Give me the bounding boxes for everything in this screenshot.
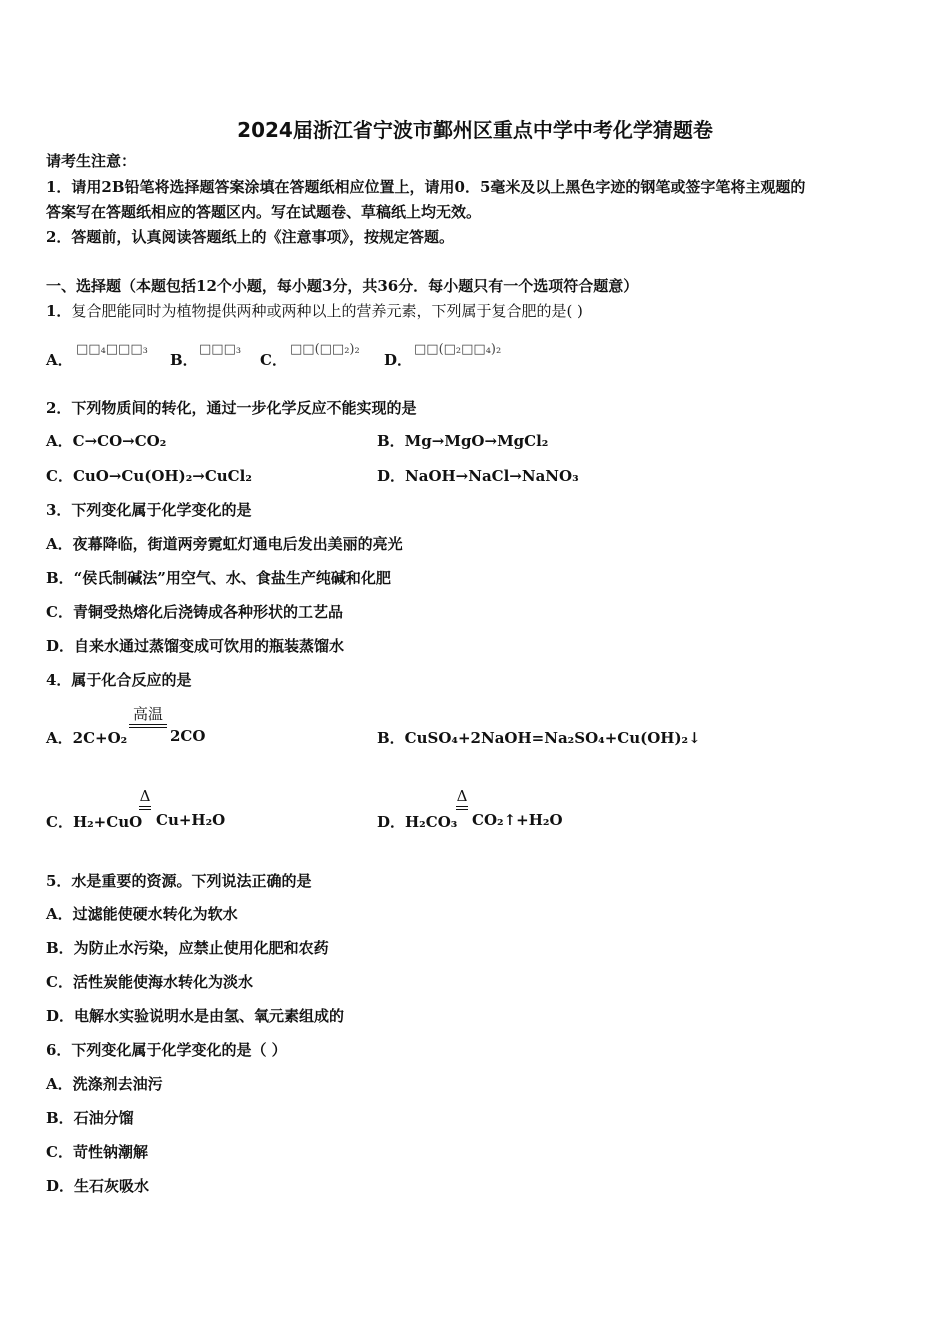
question-4-option-d-reactants: D．H₂CO₃ [377, 813, 458, 831]
question-5-option-a: A．过滤能使硬水转化为软水 [46, 905, 238, 923]
question-3-option-a: A．夜幕降临，街道两旁霓虹灯通电后发出美丽的亮光 [46, 535, 403, 553]
question-1-option-b-label: B． [170, 351, 198, 369]
question-4-option-c-reactants: C．H₂+CuO [46, 813, 143, 831]
question-4-option-d-equals-bar-top [456, 806, 468, 807]
question-2-stem: 2．下列物质间的转化，通过一步化学反应不能实现的是 [46, 399, 417, 417]
question-4-option-c-products: Cu+H₂O [156, 811, 226, 829]
question-6-option-d: D．生石灰吸水 [46, 1177, 150, 1195]
question-4-option-c-equals-bar-top [139, 806, 151, 807]
question-1-text: 复合肥能同时为植物提供两种或两种以上的营养元素，下列属于复合肥的是( ) [71, 302, 583, 320]
question-1-option-d-label: D． [384, 351, 413, 369]
question-4-option-a-products: 2CO [170, 727, 206, 745]
question-4-option-d-equals-bar-bottom [456, 809, 468, 810]
question-6-stem: 6．下列变化属于化学变化的是（ ） [46, 1041, 287, 1059]
question-3-stem: 3．下列变化属于化学变化的是 [46, 501, 252, 519]
question-3-option-c: C．青铜受热熔化后浇铸成各种形状的工艺品 [46, 603, 343, 621]
question-4-option-d-products: CO₂↑+H₂O [472, 811, 563, 829]
question-4-option-d-condition: Δ [456, 787, 468, 805]
question-3-option-b: B．“侯氏制碱法”用空气、水、食盐生产纯碱和化肥 [46, 569, 391, 587]
question-4-option-a-equals-bar-bottom [129, 727, 167, 728]
notice-line-1a: 1．请用2B铅笔将选择题答案涂填在答题纸相应位置上，请用0．5毫米及以上黑色字迹的钢笔或签字笔将主观题的 [46, 178, 806, 196]
question-4-option-b: B．CuSO₄+2NaOH=Na₂SO₄+Cu(OH)₂↓ [377, 729, 701, 747]
page-title: 2024届浙江省宁波市鄞州区重点中学中考化学猜题卷 [237, 118, 713, 142]
question-1-option-a-formula: □□₄□□□₃ [76, 342, 148, 357]
question-4-option-a-condition: 高温 [132, 705, 163, 723]
question-2-option-b: B．Mg→MgO→MgCl₂ [377, 432, 549, 450]
section-heading: 一、选择题（本题包括12个小题，每小题3分，共36分．每小题只有一个选项符合题意） [46, 277, 639, 295]
question-4-option-a-equals-bar-top [129, 724, 167, 725]
question-1-option-c-label: C． [260, 351, 287, 369]
question-6-option-c: C．苛性钠潮解 [46, 1143, 148, 1161]
question-4-option-c-condition: Δ [139, 787, 151, 805]
question-5-option-b: B．为防止水污染，应禁止使用化肥和农药 [46, 939, 329, 957]
question-3-option-d: D．自来水通过蒸馏变成可饮用的瓶装蒸馏水 [46, 637, 345, 655]
question-4-stem: 4．属于化合反应的是 [46, 671, 192, 689]
question-1-option-a-label: A． [46, 351, 73, 369]
question-4-option-c-equals-bar-bottom [139, 809, 151, 810]
question-1-option-c-formula: □□(□□₂)₂ [290, 342, 360, 357]
question-5-option-d: D．电解水实验说明水是由氢、氧元素组成的 [46, 1007, 345, 1025]
notice-line-2: 2．答题前，认真阅读答题纸上的《注意事项》，按规定答题。 [46, 228, 454, 246]
question-1-option-d-formula: □□(□₂□□₄)₂ [414, 342, 502, 357]
question-1-stem [46, 300, 583, 322]
question-6-option-b: B．石油分馏 [46, 1109, 134, 1127]
question-5-option-c: C．活性炭能使海水转化为淡水 [46, 973, 253, 991]
question-5-stem: 5．水是重要的资源。下列说法正确的是 [46, 872, 312, 890]
question-2-option-c: C．CuO→Cu(OH)₂→CuCl₂ [46, 467, 252, 485]
notice-line-1b: 答案写在答题纸相应的答题区内。写在试题卷、草稿纸上均无效。 [46, 203, 482, 221]
notice-heading: 请考生注意： [46, 152, 137, 170]
question-1-option-b-formula: □□□₃ [199, 342, 242, 357]
question-4-option-a-reactants: A．2C+O₂ [46, 729, 128, 747]
question-1-number: 1． [46, 302, 72, 320]
question-2-option-a: A．C→CO→CO₂ [46, 432, 167, 450]
question-6-option-a: A．洗涤剂去油污 [46, 1075, 163, 1093]
question-2-option-d: D．NaOH→NaCl→NaNO₃ [377, 467, 579, 485]
